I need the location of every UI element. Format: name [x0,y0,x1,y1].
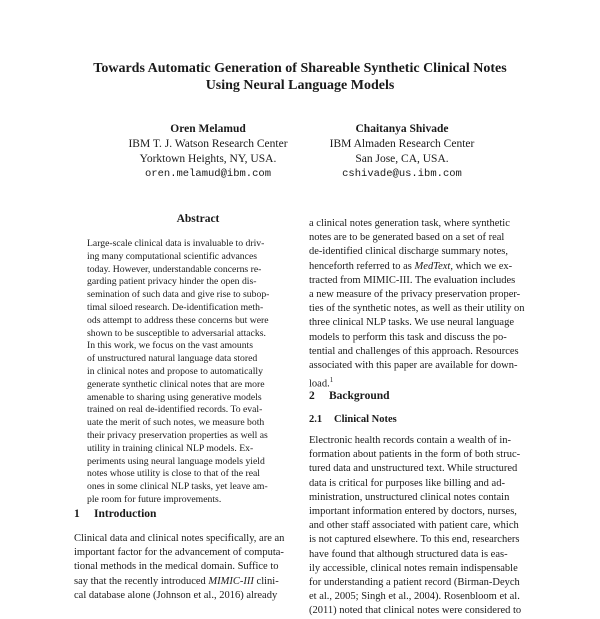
body-line: ministration, unstructured clinical notes contain [309,491,510,503]
abstract-line: uate the merit of such notes, we measure both [87,417,265,429]
body-line: models to perform this task and discuss the po- [309,331,507,343]
section-heading-introduction [74,508,156,520]
section-title: Introduction [94,508,157,520]
text-run: load. [309,378,330,390]
author-email[interactable]: cshivade@us.ibm.com [342,168,462,180]
abstract-line: shown to be susceptible to adversarial attacks. [87,327,266,339]
abstract-line: garding patient privacy hinder the open dis- [87,276,257,288]
abstract-line: in clinical notes and propose to automatically [87,365,263,377]
body-line: three clinical NLP tasks. We use neural language [309,317,515,329]
author-name: Oren Melamud [170,123,246,135]
abstract-line: utility in training clinical NLP models. Ex- [87,442,254,454]
abstract-line: ods attempt to address these concerns but were [87,314,269,326]
paper-title [60,60,540,94]
abstract-line: notes whose utility is close to that of the real [87,468,260,480]
body-line: a new measure of the privacy preservation proper- [309,289,521,301]
section-heading-background [309,390,390,402]
abstract-body [87,238,310,507]
body-line: ily accessible, clinical notes remain indispensable [309,562,518,574]
subsection-number: 2.1 [309,414,323,425]
abstract-heading: Abstract [176,213,220,225]
body-line [74,575,299,589]
footnote-marker[interactable]: 1 [329,376,334,385]
section-number: 2 [309,390,315,402]
abstract-line: ones in some clinical NLP tasks, yet leave am- [87,481,268,493]
abstract-line: today. However, understandable concerns re- [87,263,262,275]
title-line-1: Towards Automatic Generation of Shareable Synthetic Clinical Notes [93,61,507,76]
author-affiliation: IBM T. J. Watson Research Center [128,138,288,150]
subsection-heading-clinical-notes [309,414,397,425]
body-line: ties of the synthetic notes, as well as their utility on [309,303,525,315]
emphasis-medtext: MedText [414,260,451,272]
body-line: associated with this paper are available for down- [309,360,518,372]
body-line: de-identified clinical discharge summary notes, [309,246,508,258]
abstract-line: timal siloed research. De-identification meth- [87,301,264,313]
author-location: Yorktown Heights, NY, USA. [139,153,277,165]
abstract-line: generate synthetic clinical notes that are more [87,378,265,390]
right-column-intro-continued [309,217,531,392]
abstract-line: In this work, we focus on the vast amounts [87,340,254,352]
text-run: henceforth referred to as [309,260,415,272]
body-line: tential and challenges of this approach. Resources [309,345,519,357]
body-line: et al., 2005; Singh et al., 2004). Rosenbloom et al. [309,591,520,603]
introduction-body [74,532,299,603]
body-line: tured data and unstructured text. While structured [309,463,518,475]
abstract-line: ing many computational scientific advances [87,250,258,262]
abstract-line: ple room for future improvements. [87,493,222,505]
abstract-line: periments using neural language models yield [87,455,265,467]
body-line: for understanding a patient record (Birman-Deych [309,577,520,589]
body-line: formation about patients in the form of both struc- [309,449,521,461]
author-email[interactable]: oren.melamud@ibm.com [144,168,272,180]
clinical-notes-body [309,434,531,619]
body-line: is not captured elsewhere. To this end, researchers [309,534,520,546]
body-line: Electronic health records contain a wealth of in- [309,435,512,446]
author-name: Chaitanya Shivade [355,123,449,135]
body-line: have found that although structured data is eas- [309,548,508,560]
section-number: 1 [74,508,80,520]
author-location: San Jose, CA, USA. [355,153,449,165]
author-affiliation: IBM Almaden Research Center [329,138,475,150]
abstract-line: Large-scale clinical data is invaluable to driv- [87,238,265,249]
subsection-title: Clinical Notes [334,414,397,425]
body-line: important factor for the advancement of computa- [74,547,284,559]
text-run: , which we ex- [450,260,513,272]
body-line: notes are to be generated based on a set of real [309,232,505,244]
section-title: Background [329,390,390,402]
body-line: Clinical data and clinical notes specifically, are an [74,533,285,544]
author-block-1 [98,122,318,182]
body-line: and other staff associated with patient care, which [309,520,519,532]
abstract-line: their privacy preservation properties as well as [87,429,268,441]
body-line: (2011) noted that clinical notes were considered to [309,605,522,617]
body-line: data is critical for purposes like billing and ad- [309,477,505,489]
author-block-2 [292,122,512,182]
abstract-line: of unstructured natural language data stored [87,353,258,365]
body-line: important information entered by doctors, nurses, [309,506,517,518]
body-line: tional methods in the medical domain. Suffice to [74,561,279,573]
body-line: cal database alone (Johnson et al., 2016) already [74,589,278,601]
abstract-line: semination of such data and give rise to subop- [87,289,270,301]
body-line [309,260,531,274]
title-line-2: Using Neural Language Models [205,78,395,93]
text-run: clini- [253,575,279,587]
abstract-line: trained on real de-identified records. To eval- [87,404,263,416]
emphasis-mimic: MIMIC-III [208,575,254,587]
body-line: tracted from MIMIC-III. The evaluation includes [309,274,516,286]
abstract-line: amenable to sharing using generative models [87,391,262,403]
body-line: a clinical notes generation task, where synthetic [309,218,510,229]
text-run: say that the recently introduced [74,575,209,587]
